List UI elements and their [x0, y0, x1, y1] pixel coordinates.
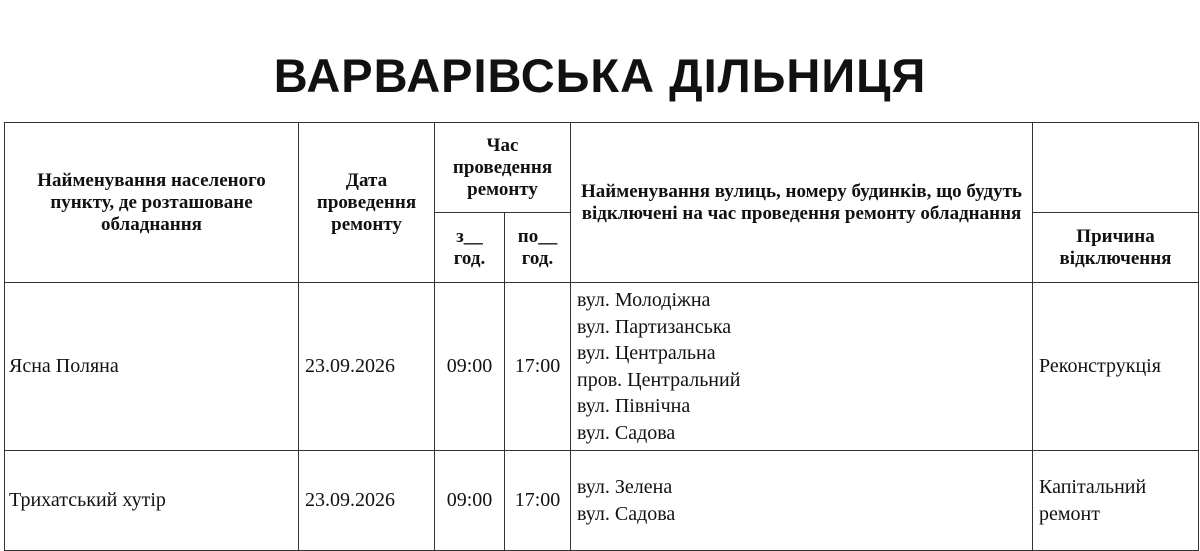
table-row	[5, 451, 1199, 551]
street-item: вул. Садова	[577, 421, 676, 444]
street-item: вул. Молодіжна	[577, 289, 711, 311]
header-time: Час проведення ремонту	[435, 123, 571, 213]
outage-schedule-table	[4, 122, 1199, 551]
street-item: вул. Центральна	[577, 342, 716, 364]
street-item: вул. Партизанська	[577, 315, 732, 338]
cell-reason: Капітальний ремонт	[1033, 451, 1199, 551]
cell-date: 23.09.2026	[299, 283, 435, 451]
header-time-from: з__ год.	[435, 213, 505, 283]
cell-time-to: 17:00	[505, 451, 571, 551]
cell-time-from: 09:00	[435, 283, 505, 451]
cell-time-to: 17:00	[505, 283, 571, 451]
header-empty-cell	[1033, 123, 1199, 213]
header-time-to: по__ год.	[505, 213, 571, 283]
cell-streets	[571, 451, 1033, 551]
table-row	[5, 283, 1199, 451]
page-title: ВАРВАРІВСЬКА ДІЛЬНИЦЯ	[273, 49, 927, 102]
cell-date: 23.09.2026	[299, 451, 435, 551]
street-item: вул. Зелена	[577, 476, 673, 498]
cell-settlement: Ясна Поляна	[5, 283, 299, 451]
cell-time-from: 09:00	[435, 451, 505, 551]
header-date: Дата проведення ремонту	[299, 123, 435, 283]
header-streets: Найменування вулиць, номеру будинків, що будуть відключені на час проведення ремонту обладнання	[571, 123, 1033, 283]
header-reason: Причина відключення	[1033, 213, 1199, 283]
header-settlement: Найменування населеного пункту, де розташоване обладнання	[5, 123, 299, 283]
street-item: вул. Північна	[577, 395, 691, 417]
cell-streets	[571, 283, 1033, 451]
cell-settlement: Трихатський хутір	[5, 451, 299, 551]
street-item: пров. Центральний	[577, 368, 741, 391]
cell-reason: Реконструкція	[1033, 283, 1199, 451]
street-item: вул. Садова	[577, 502, 676, 525]
